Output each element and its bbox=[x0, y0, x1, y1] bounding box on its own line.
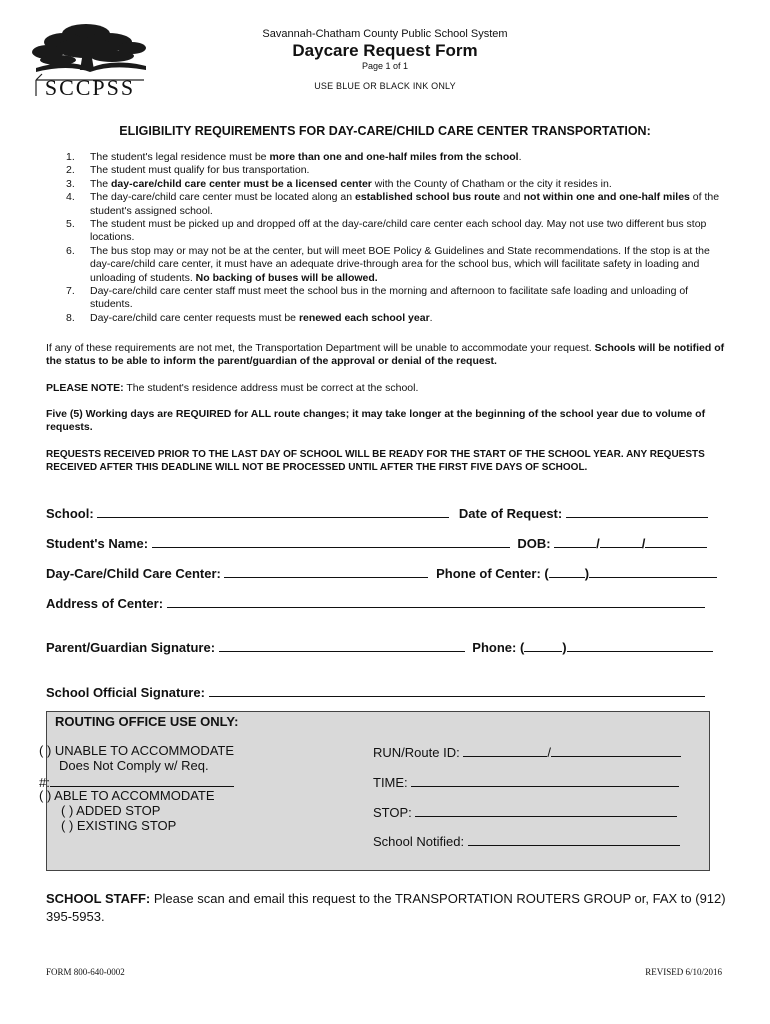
requirement-text bbox=[90, 312, 726, 325]
requirement-item bbox=[56, 218, 726, 245]
parent-signature-field[interactable] bbox=[219, 638, 465, 652]
school-field[interactable] bbox=[97, 504, 449, 518]
requirement-number: 2. bbox=[66, 164, 75, 177]
school-notified-label: School Notified: bbox=[373, 834, 465, 849]
added-stop-checkbox[interactable]: ( ) ADDED STOP bbox=[61, 803, 161, 818]
existing-stop-checkbox[interactable]: ( ) EXISTING STOP bbox=[61, 818, 177, 833]
center-label: Day-Care/Child Care Center: bbox=[46, 566, 221, 581]
requirements-list bbox=[56, 151, 726, 325]
requirement-text-part: The student must qualify for bus transportation. bbox=[90, 164, 310, 177]
notice-paragraph bbox=[46, 342, 728, 369]
logo-lettering: SCCPSS bbox=[44, 75, 136, 100]
school-row bbox=[46, 504, 708, 521]
requirement-number: 1. bbox=[66, 151, 75, 163]
requirement-bold-text: more than one and one-half miles from the school bbox=[269, 151, 519, 163]
student-row: Student's Name: DOB: / / bbox=[46, 534, 707, 551]
notice-bold-text: Schools will be notified of the status to be able to inform the parent/guardian of the approval or denial of the request. bbox=[46, 342, 725, 368]
requirement-number: 5. bbox=[66, 218, 75, 231]
date-of-request-label: Date of Request: bbox=[458, 506, 563, 521]
center-phone-field[interactable] bbox=[589, 564, 717, 578]
requirement-bold-text: No backing of buses will be allowed. bbox=[195, 271, 378, 284]
requirement-text-part: . bbox=[518, 151, 522, 163]
center-area-code-field[interactable] bbox=[549, 564, 585, 578]
requirement-text bbox=[90, 191, 726, 218]
ink-instruction: USE BLUE OR BLACK INK ONLY bbox=[314, 81, 456, 91]
routing-office-box bbox=[39, 711, 710, 871]
requirement-text-part: . bbox=[429, 311, 433, 324]
staff-label: SCHOOL STAFF: bbox=[46, 891, 151, 906]
student-name-label: Student's Name: bbox=[46, 536, 149, 551]
working-days-note: Five (5) Working days are REQUIRED for ALL route changes; it may take longer at the beginning of the school year due to volume of requests. bbox=[46, 408, 706, 434]
school-label: School: bbox=[46, 506, 94, 521]
please-note bbox=[46, 382, 728, 395]
center-address-field[interactable] bbox=[167, 594, 705, 608]
dob-month-field[interactable] bbox=[554, 534, 596, 548]
requirement-text-part: The student's legal residence must be bbox=[90, 151, 270, 163]
dob-day-field[interactable] bbox=[600, 534, 642, 548]
eligibility-heading: ELIGIBILITY REQUIREMENTS FOR DAY-CARE/CHILD CARE CENTER TRANSPORTATION: bbox=[119, 124, 651, 138]
requirement-bold-text: day-care/child care center must be a licensed center bbox=[111, 177, 372, 190]
able-checkbox[interactable]: ( ) ABLE TO ACCOMMODATE bbox=[39, 788, 215, 803]
requirement-item bbox=[56, 178, 726, 191]
requirement-text bbox=[90, 164, 726, 177]
requirement-item bbox=[56, 285, 726, 312]
requirement-text-part: The bbox=[90, 177, 112, 190]
requirement-number: 8. bbox=[66, 311, 75, 324]
requirement-item bbox=[56, 191, 726, 218]
run-field[interactable] bbox=[463, 743, 547, 757]
requirement-item bbox=[56, 164, 726, 177]
requirement-text-part: Day-care/child care center staff must meet the school bus in the morning and afternoon to facilitate safe loading and unloading of students. bbox=[90, 285, 689, 311]
official-row bbox=[46, 683, 705, 700]
page-indicator: Page 1 of 1 bbox=[361, 61, 409, 71]
requirement-number: 7. bbox=[66, 285, 75, 298]
student-name-field[interactable] bbox=[152, 534, 510, 548]
requirement-bold-text: not within one and one-half miles bbox=[523, 191, 690, 204]
stop-field[interactable] bbox=[415, 803, 677, 817]
run-route-row: RUN/Route ID: / bbox=[373, 743, 681, 760]
form-number: FORM 800-640-0002 bbox=[46, 967, 125, 977]
notice-text: If any of these requirements are not met, the Transportation Department will be unable to accommodate your request. bbox=[46, 342, 595, 354]
requirement-text bbox=[90, 245, 726, 285]
requirement-item bbox=[56, 151, 726, 164]
parent-phone-field[interactable] bbox=[567, 638, 713, 652]
sccpss-logo bbox=[28, 18, 152, 100]
requirement-item bbox=[56, 245, 726, 285]
stop-label: STOP: bbox=[373, 805, 412, 820]
not-comply-text: Does Not Comply w/ Req. bbox=[59, 758, 209, 773]
routing-heading: ROUTING OFFICE USE ONLY: bbox=[55, 714, 239, 729]
school-official-field[interactable] bbox=[209, 683, 705, 697]
staff-text: Please scan and email this request to the TRANSPORTATION ROUTERS GROUP or, FAX to (912) 395-5953. bbox=[46, 891, 726, 924]
requirement-text-part: The day-care/child care center must be located along an bbox=[90, 191, 355, 204]
revised-date: REVISED 6/10/2016 bbox=[645, 967, 722, 977]
please-note-label: PLEASE NOTE: bbox=[46, 382, 124, 394]
requirement-item bbox=[56, 312, 726, 325]
requirement-number: 6. bbox=[66, 244, 75, 257]
dob-year-field[interactable] bbox=[645, 534, 707, 548]
requirement-text bbox=[90, 151, 726, 164]
requirement-text-part: with the County of Chatham or the city it resides in. bbox=[371, 177, 612, 190]
requirement-text-part: The bus stop may or may not be at the center, but will meet BOE Policy & Guidelines and State recommendations. If the stop is at the day-care/child care center, it must have an adequate drive-through area for the school bus, which will facilitate safety in loading and unloading of students. bbox=[90, 244, 710, 284]
date-of-request-field[interactable] bbox=[566, 504, 708, 518]
deadline-note: REQUESTS RECEIVED PRIOR TO THE LAST DAY OF SCHOOL WILL BE READY FOR THE START OF THE SCHOOL YEAR. ANY REQUESTS RECEIVED AFTER THIS DEADLINE WILL NOT BE PROCESSED UNTIL AFTER THE FIRST FIVE DAYS OF SCHOOL. bbox=[46, 449, 705, 474]
stop-row bbox=[373, 803, 677, 820]
parent-row: Parent/Guardian Signature: Phone: ( ) bbox=[46, 638, 713, 655]
center-address-label: Address of Center: bbox=[46, 596, 164, 611]
requirement-number: 3. bbox=[66, 177, 75, 190]
requirement-bold-text: established school bus route bbox=[354, 191, 501, 204]
requirement-text-part: The student must be picked up and dropped off at the day-care/child care center each school day. May not use two different bus stop locations. bbox=[90, 218, 707, 244]
school-notified-field[interactable] bbox=[468, 832, 680, 846]
route-id-field[interactable] bbox=[551, 743, 681, 757]
center-field[interactable] bbox=[224, 564, 428, 578]
time-row bbox=[373, 773, 679, 790]
requirement-text bbox=[90, 178, 726, 191]
hash-label: #: bbox=[39, 775, 50, 790]
center-phone-label: Phone of Center: ( bbox=[436, 566, 549, 581]
requirement-bold-text: renewed each school year bbox=[298, 311, 430, 324]
form-title: Daycare Request Form bbox=[292, 41, 478, 60]
requirement-text-part: of the student's assigned school. bbox=[90, 191, 720, 217]
requirement-text-part: Day-care/child care center requests must be bbox=[90, 311, 299, 324]
requirement-number: 4. bbox=[66, 191, 75, 204]
requirement-text-part: and bbox=[500, 191, 524, 204]
school-official-label: School Official Signature: bbox=[46, 685, 205, 700]
center-row: Day-Care/Child Care Center: Phone of Center: ( ) bbox=[46, 564, 717, 581]
parent-area-code-field[interactable] bbox=[524, 638, 562, 652]
parent-signature-label: Parent/Guardian Signature: bbox=[46, 640, 216, 655]
time-field[interactable] bbox=[411, 773, 679, 787]
hash-field[interactable] bbox=[50, 773, 234, 787]
school-notified-row bbox=[373, 832, 680, 849]
time-label: TIME: bbox=[373, 775, 408, 790]
requirement-text bbox=[90, 285, 726, 312]
parent-phone-label: Phone: ( bbox=[472, 640, 525, 655]
please-note-text: The student's residence address must be correct at the school. bbox=[123, 382, 419, 394]
requirement-text bbox=[90, 218, 726, 245]
run-route-label: RUN/Route ID: bbox=[373, 745, 460, 760]
unable-checkbox[interactable]: ( ) UNABLE TO ACCOMMODATE bbox=[39, 743, 235, 758]
dob-label: DOB: bbox=[517, 536, 551, 551]
address-row bbox=[46, 594, 705, 611]
school-staff-instruction bbox=[46, 890, 726, 926]
organization-name: Savannah-Chatham County Public School System bbox=[262, 28, 508, 40]
